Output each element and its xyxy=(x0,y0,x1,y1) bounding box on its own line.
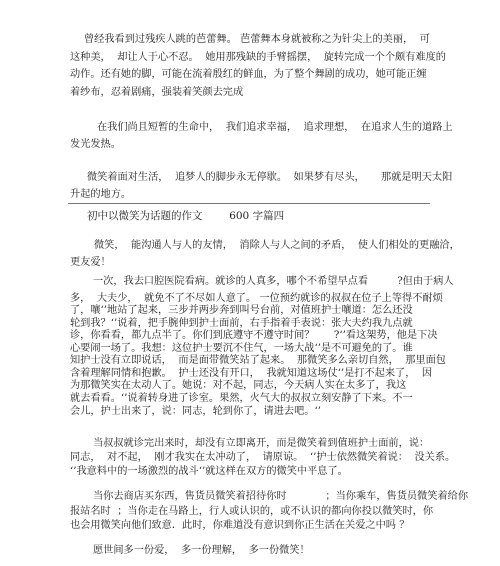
paragraph-line: 诊，你看看，都九点半了。你们到底遵守不遵守时间？ ?‘’看这架势，他是下决 xyxy=(70,330,438,341)
paragraph-line: 发光发热。 xyxy=(70,139,121,150)
paragraph-line: ‘’我意料中的一场激烈的战斗‘’就这样在双方的微笑中平息了。 xyxy=(70,466,348,477)
article-title: 初中以微笑为话题的作文 600 字篇四 xyxy=(87,210,285,222)
paragraph-line: 在我们尚且短暂的生命中， 我们追求幸福， 追求理想， 在追求人生的道路上 xyxy=(97,122,453,133)
paragraph-line: 就去看看。‘’说着转身进了诊室。果然，火气大的叔叔立刻安静了下来。不一 xyxy=(70,393,413,404)
paragraph-line: 知护士没有立即说话， 而是面带微笑站了起来。 那微笑多么亲切自然， 那里面包 xyxy=(70,355,446,366)
paragraph-line: 报站名时 ；当你走在马路上，行人或认识的，或不认识的都向你投以微笑时，你 xyxy=(70,506,434,517)
paragraph-line: 曾经我看到过残疾人跳的芭蕾舞。 芭蕾舞本身就被称之为针尖上的美丽， 可 xyxy=(84,34,430,45)
paragraph-line: 着纱布，忍着剧痛，强装着笑颜去完成 xyxy=(70,87,244,98)
paragraph-line: 会儿，护士出来了，说：同志，轮到你了，请进去吧。‘’ xyxy=(70,406,321,417)
paragraph-line: 同志， 对不起， 刚才我实在太冲动了， 请原谅。 ‘’护士依然微笑着说： 没关系。 xyxy=(70,452,456,463)
paragraph-line: 轮到我？‘’说着，把手腕伸到护士面前，右手指着手表说：张大夫约我九点就 xyxy=(70,318,413,329)
paragraph-line: 当你去商店买东西，售货员微笑着招待你时 ；当你乘车，售货员微笑着给你 xyxy=(93,491,469,502)
paragraph-line: 含着理解同情和抱歉。 护士还没有开口， 我就知道这场仗‘’是打不起来了， 因 xyxy=(70,368,433,379)
paragraph-line: 也会用微笑向他们致意．此时，你难道没有意识到你正生活在关爱之中吗 ？ xyxy=(70,520,410,531)
paragraph-line: 动作。还有她的脚，可能在流着殷红的鲜血，为了整个舞剧的成功，她可能正缠 xyxy=(70,69,427,80)
paragraph-line: 一次，我去口腔医院看病。就诊的人真多，哪个不希望早点看 ?但由于病人 xyxy=(93,276,454,287)
paragraph-line: 心要闹一场了。我想：这位护士要沉不住气，一场大战‘’是不可避免的了。谁 xyxy=(70,343,413,354)
paragraph-line: 微笑着面对生活， 追梦人的脚步永无停歇。 如果梦有尽头， 那就是明天太阳 xyxy=(87,172,453,183)
divider xyxy=(68,203,430,204)
paragraph-line: 为那微笑实在太动人了。她说：对不起，同志，今天病人实在太多了，我这 xyxy=(70,380,407,391)
paragraph-line: 多， 大夫少， 就免不了不尽如人意了。 一位预约就诊的叔叔在位子上等得不耐烦 xyxy=(70,293,443,304)
paragraph-line: 更友爱！ xyxy=(70,257,111,268)
paragraph-line: 升起的地方。 xyxy=(70,189,132,200)
paragraph-line: 当叔叔就诊完出来时，却没有立即离开，而是微笑着到值班护士面前，说： xyxy=(93,438,430,449)
paragraph-line: 了，嚷‘’地站了起来，三步并两步奔到叫号台前，对值班护士嚷道：怎么还没 xyxy=(70,305,413,316)
paragraph-line: 这种美， 却让人于心不忍。 她用那残缺的手臂摇摆， 旋转完成一个个颇有难度的 xyxy=(70,52,446,63)
paragraph-line: 愿世间多一份爱， 多一份理解， 多一份微笑！ xyxy=(93,545,310,556)
paragraph-line: 微笑， 能沟通人与人的友情， 消除人与人之间的矛盾， 使人们相处的更融洽， xyxy=(94,240,460,251)
